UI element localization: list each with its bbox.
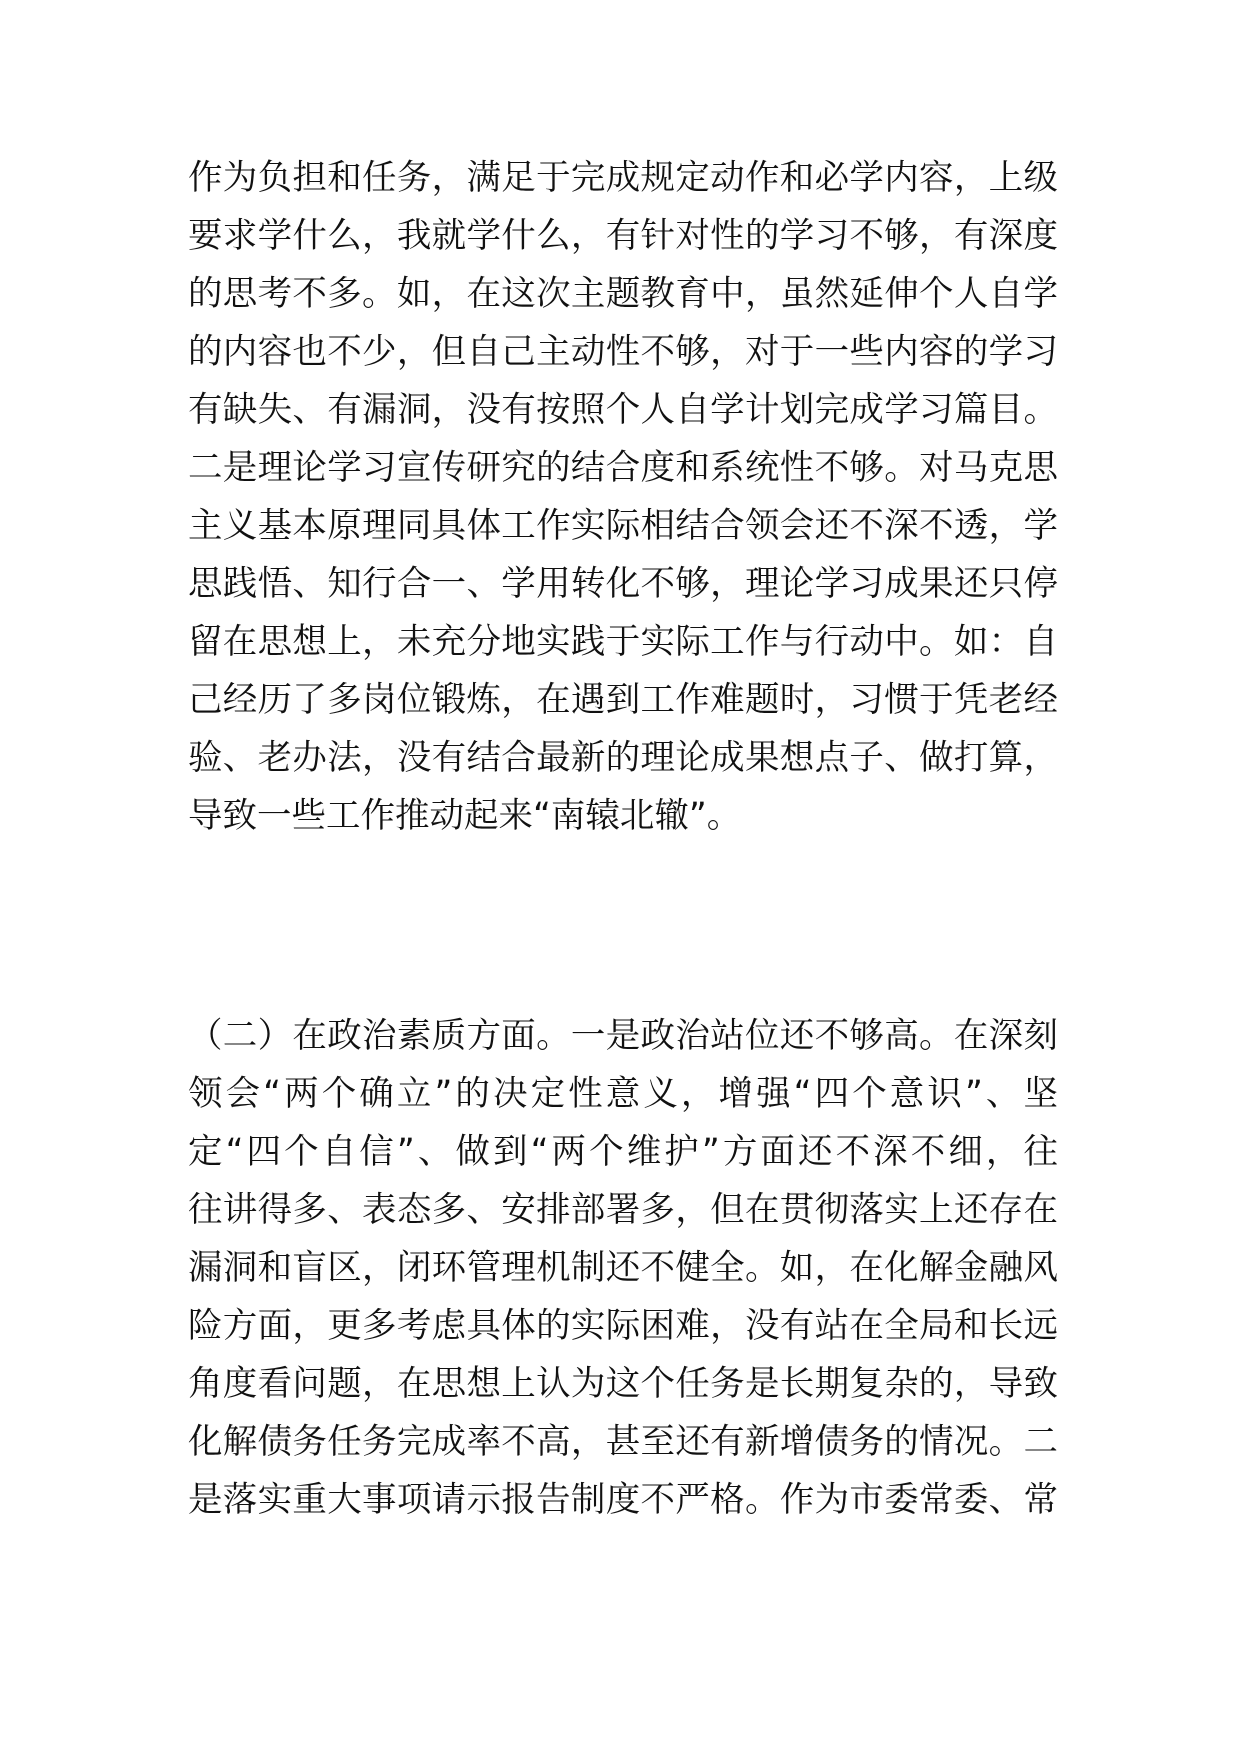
text-line: 二是理论学习宣传研究的结合度和系统性不够。对马克思 (188, 448, 1058, 488)
text-line: 的内容也不少，但自己主动性不够，对于一些内容的学习 (188, 332, 1058, 372)
text-line: 往讲得多、表态多、安排部署多，但在贯彻落实上还存在 (188, 1190, 1058, 1230)
text-line: 导致一些工作推动起来“南辕北辙”。 (188, 796, 742, 836)
text-line: 是落实重大事项请示报告制度不严格。作为市委常委、常 (188, 1480, 1058, 1520)
text-line: 定“四个自信”、做到“两个维护”方面还不深不细，往 (188, 1132, 1058, 1172)
text-line: 验、老办法，没有结合最新的理论成果想点子、做打算， (188, 738, 1058, 778)
text-line: （二）在政治素质方面。一是政治站位还不够高。在深刻 (188, 1016, 1058, 1056)
text-line: 思践悟、知行合一、学用转化不够，理论学习成果还只停 (188, 564, 1058, 604)
text-line: 留在思想上，未充分地实践于实际工作与行动中。如：自 (188, 622, 1058, 662)
text-line: 要求学什么，我就学什么，有针对性的学习不够，有深度 (188, 216, 1058, 256)
text-line: 己经历了多岗位锻炼，在遇到工作难题时，习惯于凭老经 (188, 680, 1058, 720)
text-line: 的思考不多。如，在这次主题教育中，虽然延伸个人自学 (188, 274, 1058, 314)
text-line: 有缺失、有漏洞，没有按照个人自学计划完成学习篇目。 (188, 390, 1058, 430)
text-line: 领会“两个确立”的决定性意义，增强“四个意识”、坚 (188, 1074, 1058, 1114)
text-line: 化解债务任务完成率不高，甚至还有新增债务的情况。二 (188, 1422, 1058, 1462)
text-line: 漏洞和盲区，闭环管理机制还不健全。如，在化解金融风 (188, 1248, 1058, 1288)
text-line: 角度看问题，在思想上认为这个任务是长期复杂的，导致 (188, 1364, 1058, 1404)
text-line: 作为负担和任务，满足于完成规定动作和必学内容，上级 (188, 158, 1058, 198)
text-line: 主义基本原理同具体工作实际相结合领会还不深不透，学 (188, 506, 1058, 546)
text-line: 险方面，更多考虑具体的实际困难，没有站在全局和长远 (188, 1306, 1058, 1346)
